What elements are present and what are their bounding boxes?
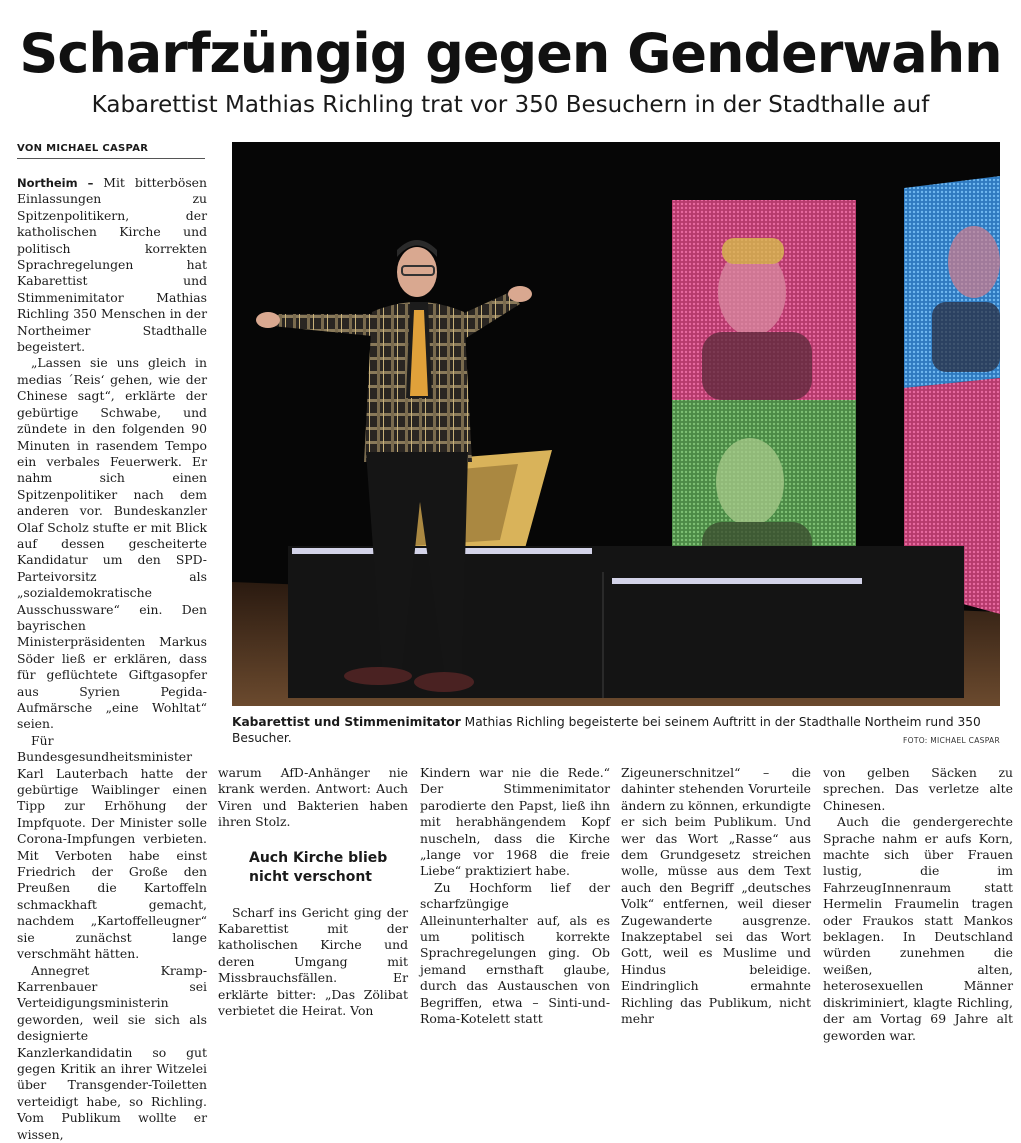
paragraph-intro xyxy=(17,175,207,355)
paragraph: Auch die gendergerechte Sprache nahm er aufs Korn, machte sich über Frauen lustig, die im FahrzeugInnenraum statt Hermelin Fraumelin tragen oder Fraukos statt Mankos beklagen. In Deutschland würden zunehmen die weißen, alten, heterosexuellen Männer diskriminiert, klagte Richling, der am Vortag 69 Jahre alt geworden war. xyxy=(823,814,1013,1043)
paragraph: Scharf ins Gericht ging der Kabarettist mit der katholischen Kirche und deren Umgang mit Missbrauchsfällen. Er erklärte bitter: „Das Zölibat verbietet die Heirat. Von xyxy=(218,904,408,1019)
paragraph: Zigeunerschnitzel“ – die dahinter stehenden Vorurteile ändern zu können, erkundigte er sich beim Publikum. Und wer das Wort „Rasse“ aus dem Grundgesetz streichen wolle, müsse aus dem Text auch den Begriff „deutsches Volk“ entfernen, weil dieser Zugewanderte ausgrenze. Inakzeptabel sei das Wort Gott, weil es Muslime und Hindus beleidige. Eindringlich ermahnte Richling das Publikum, nicht mehr xyxy=(621,765,811,1027)
byline: VON MICHAEL CASPAR xyxy=(17,143,205,159)
paragraph: warum AfD-Anhänger nie krank werden. Antwort: Auch Viren und Bakterien haben ihren Stolz. xyxy=(218,765,408,830)
section-subhead: Auch Kirche blieb nicht verschont xyxy=(249,849,388,885)
caption-lead: Kabarettist und Stimmenimitator xyxy=(232,715,461,729)
paragraph: Für Bundesgesundheitsminister Karl Lauterbach hatte der gebürtige Waiblinger einen Tipp zur Erhöhung der Impfquote. Der Minister solle Corona-Impfungen verbieten. Mit Verboten habe einst Friedrich der Große den Preußen die Kartoffeln schmackhaft gemacht, nachdem „Kartoffelleugner“ sie zunächst lange verschmäht hätten. xyxy=(17,732,207,962)
paragraph: Annegret Kramp-Karrenbauer sei Verteidigungsministerin geworden, weil sie sich als designierte Kanzlerkandidatin so gut gegen Kritik an ihrer Witzelei über Transgender-Toiletten verteidigt habe, so Richling. Vom Publikum wollte er wissen, xyxy=(17,962,207,1142)
paragraph: Kindern war nie die Rede.“ Der Stimmenimitator parodierte den Papst, ließ ihn mit herabhängendem Kopf nuscheln, dass die Kirche „lange vor 1968 die freie Liebe“ praktiziert habe. xyxy=(420,765,610,879)
text-column-1 xyxy=(17,175,207,1143)
text-column-4 xyxy=(621,765,811,1028)
text-column-2 xyxy=(218,765,408,1019)
paragraph: „Lassen sie uns gleich in medias ´Reis‘ gehen, wie der Chinese sagt“, erklärte der gebürtige Schwabe, und zündete in den folgenden 90 Minuten in rasendem Tempo ein verbales Feuerwerk. Er nahm sich einen Spitzenpolitiker nach dem anderen vor. Bundeskanzler Olaf Scholz stufte er mit Blick auf dessen gescheiterte Kandidatur um den SPD-Parteivorsitz als „sozialdemokratische Ausschussware“ ein. Den bayrischen Ministerpräsidenten Markus Söder ließ er erklären, dass für geflüchtete Giftgasopfer aus Syrien Pegida-Aufmärsche „eine Wohltat“ seien. xyxy=(17,355,207,732)
photo-credit: FOTO: MICHAEL CASPAR xyxy=(903,736,1000,745)
paragraph: Zu Hochform lief der scharfzüngige Alleinunterhalter auf, als es um politisch korrekte Sprachregelungen ging. Ob jemand ernsthaft glaube, durch das Austauschen von Begriffen, etwa – Sinti-und-Roma-Kotelett statt xyxy=(420,879,610,1027)
stage-illustration xyxy=(232,142,1000,706)
stage-photo xyxy=(232,142,1000,706)
paragraph: von gelben Säcken zu sprechen. Das verletze alte Chinesen. xyxy=(823,765,1013,813)
text-column-5 xyxy=(823,765,1013,1044)
dateline: Northeim – xyxy=(17,176,94,190)
headline: Scharfzüngig gegen Genderwahn xyxy=(19,22,1002,85)
text-column-3 xyxy=(420,765,610,1028)
caption-text: Mathias Richling begeisterte bei seinem Auftritt in der Stadthalle Northeim rund 350 Besucher. xyxy=(232,715,981,745)
paragraph-1-text: Mit bitterbösen Einlassungen zu Spitzenpolitikern, der katholischen Kirche und politisch korrekten Sprachregelungen hat Kabarettist und Stimmenimitator Mathias Richling 350 Menschen in der Northeimer Stadthalle begeistert. xyxy=(17,175,207,355)
subheadline: Kabarettist Mathias Richling trat vor 350 Besuchern in der Stadthalle auf xyxy=(91,92,930,118)
